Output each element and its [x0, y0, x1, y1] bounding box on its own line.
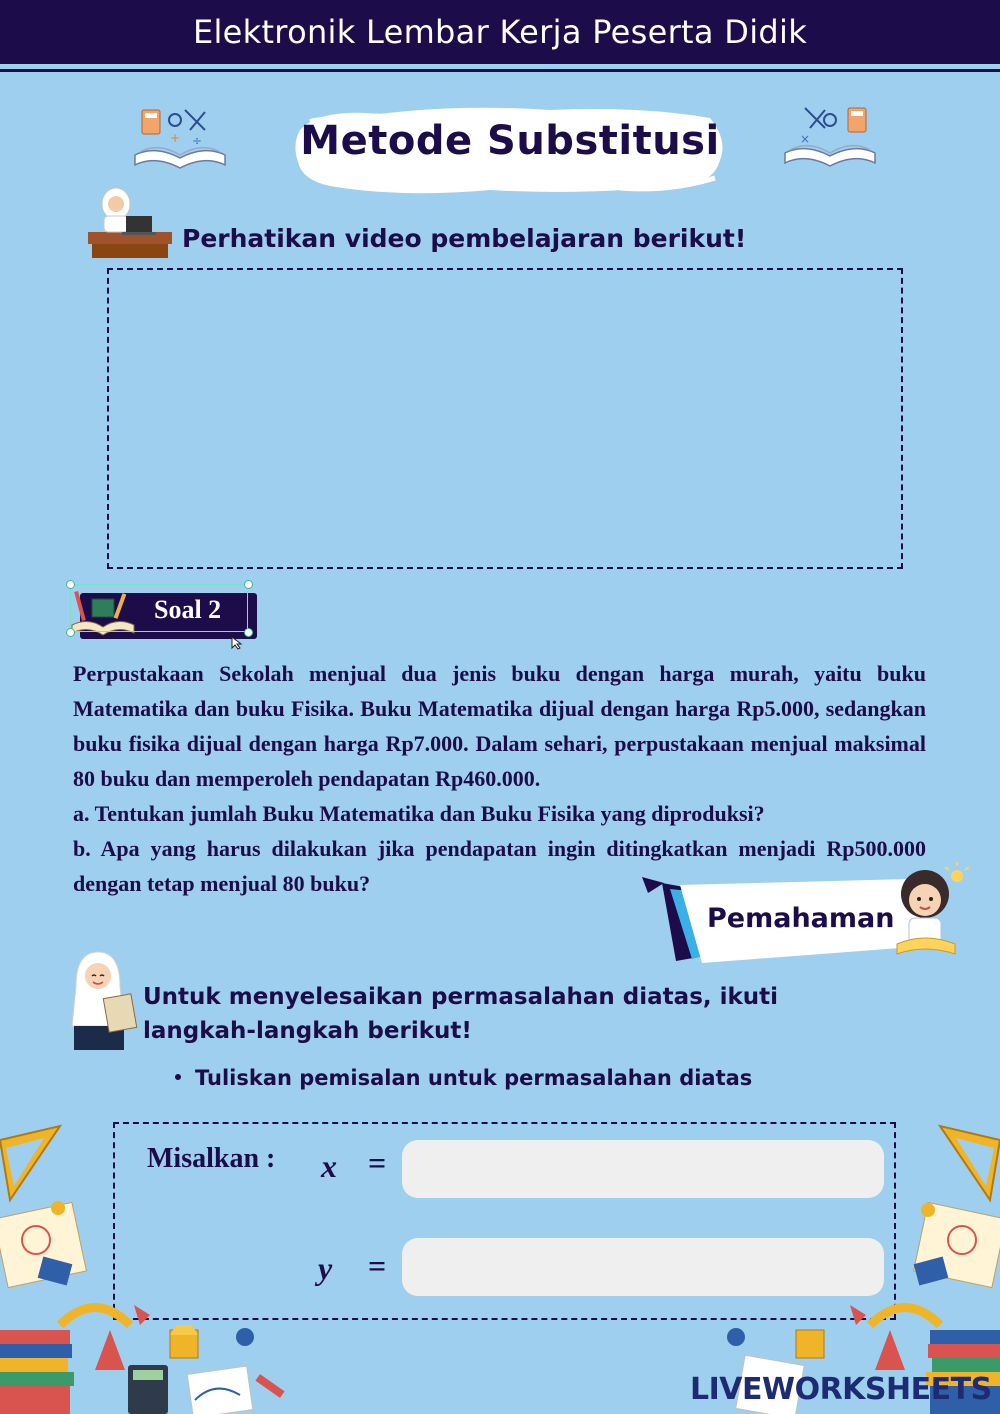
- equals-sign-y: =: [368, 1248, 387, 1284]
- selection-outline: [70, 584, 248, 632]
- svg-text:+: +: [170, 131, 181, 145]
- video-section-label: Perhatikan video pembelajaran berikut!: [182, 224, 747, 253]
- bullet-item: [175, 1066, 752, 1090]
- school-supplies-right-icon: [700, 1120, 1000, 1414]
- teacher-clipboard-icon: [66, 946, 140, 1052]
- bullet-text: Tuliskan pemisalan untuk permasalahan diatas: [195, 1066, 753, 1090]
- selection-handle[interactable]: [66, 628, 75, 637]
- title-banner: [290, 100, 730, 198]
- student-reading-icon: [885, 862, 973, 962]
- video-embed-area[interactable]: [107, 268, 903, 569]
- math-book-left-icon: [130, 100, 230, 175]
- liveworksheets-watermark: LIVEWORKSHEETS: [690, 1372, 992, 1407]
- selection-handle[interactable]: [66, 580, 75, 589]
- question-a: a. Tentukan jumlah Buku Matematika dan Buku Fisika yang diproduksi?: [73, 801, 765, 826]
- page-title: Metode Substitusi: [300, 118, 720, 164]
- problem-paragraph: Perpustakaan Sekolah menjual dua jenis buku dengan harga murah, yaitu buku Matematika dan buku Fisika. Buku Matematika dijual dengan harga Rp5.000, sedangkan buku fisika dijual dengan harga Rp7.000. Dalam sehari, perpustakaan menjual maksimal 80 buku dan memperoleh pendapatan Rp460.000.: [73, 661, 926, 791]
- soal-label: Soal 2: [154, 595, 222, 624]
- header-divider: [0, 69, 1000, 72]
- school-supplies-left-icon: [0, 1120, 300, 1414]
- instruction-text: Untuk menyelesaikan permasalahan diatas, ikuti langkah-langkah berikut!: [143, 984, 779, 1044]
- cursor-icon: [231, 636, 243, 650]
- problem-text: [73, 656, 926, 901]
- equals-sign-x: =: [368, 1145, 387, 1181]
- pemahaman-label: Pemahaman: [707, 903, 895, 934]
- header-title: Elektronik Lembar Kerja Peserta Didik: [192, 13, 808, 51]
- question-b: b. Apa yang harus dilakukan jika pendapatan ingin ditingkatkan menjadi Rp500.000 dengan tetap menjual 80 buku?: [73, 836, 926, 896]
- page-header: [0, 0, 1000, 64]
- misalkan-label: Misalkan :: [147, 1143, 276, 1174]
- teacher-laptop-icon: [82, 182, 178, 262]
- svg-text:×: ×: [800, 132, 811, 146]
- selection-handle[interactable]: [244, 628, 253, 637]
- selection-handle[interactable]: [244, 580, 253, 589]
- variable-y-label: y: [318, 1250, 333, 1286]
- math-book-right-icon: [780, 98, 880, 173]
- variable-x-label: x: [321, 1148, 337, 1184]
- bullet-dot-icon: [175, 1074, 181, 1080]
- svg-text:÷: ÷: [192, 134, 203, 148]
